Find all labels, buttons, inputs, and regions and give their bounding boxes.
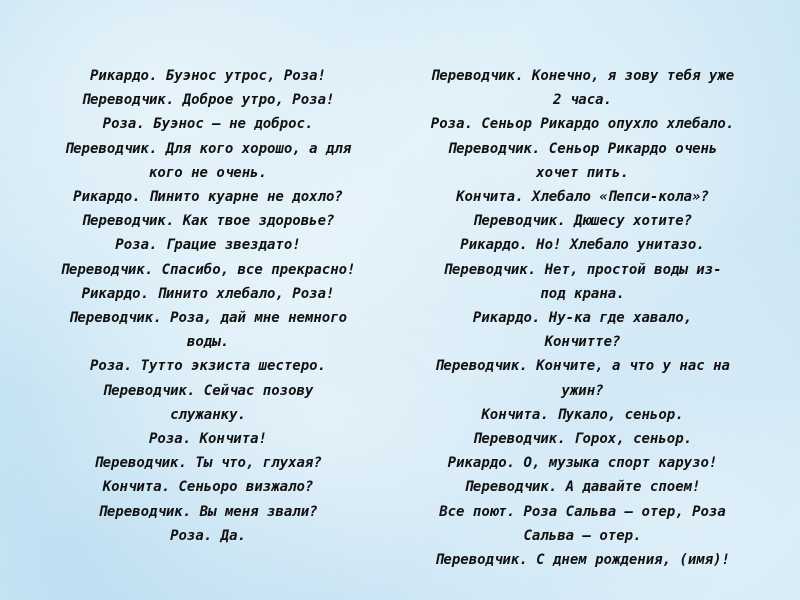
text-line: Рикардо. Ну-ка где хавало, — [472, 310, 693, 327]
text-line: Переводчик. С днем рождения, (имя)! — [434, 552, 730, 569]
text-line: ужин? — [561, 382, 604, 399]
text-line: Переводчик. Как твое здоровье? — [81, 213, 335, 230]
text-line: Кончитте? — [544, 334, 621, 351]
text-line: Рикардо. О, музыка спорт карузо! — [447, 455, 718, 472]
text-line: под крана. — [540, 285, 625, 302]
text-line: хочет пить. — [536, 164, 629, 181]
text-line: Кончита. Хлебало «Пепси-кола»? — [456, 189, 709, 206]
text-line: Кончита. Сеньоро визжало? — [102, 479, 314, 496]
text-line: 2 часа. — [552, 92, 612, 109]
text-line: Переводчик. Дюшесу хотите? — [472, 213, 693, 230]
text-line: Переводчик. Конечно, я зову тебя уже — [430, 68, 735, 84]
text-line: Рикардо. Пинито хлебало, Роза! — [81, 285, 335, 302]
text-line: Переводчик. Вы меня звали? — [98, 503, 318, 520]
text-line: Переводчик. Сейчас позову — [102, 382, 314, 399]
text-line: Сальва – отер. — [523, 527, 642, 544]
text-line: Переводчик. Роза, дай мне немного — [68, 310, 348, 327]
text-line: Все поют. Роза Сальва – отер, Роза — [439, 503, 726, 520]
text-line: Переводчик. Кончите, а что у нас на — [434, 358, 730, 375]
text-line: Кончита. Пукало, сеньор. — [481, 406, 684, 423]
text-line: служанку. — [170, 406, 246, 423]
text-line: воды. — [186, 334, 230, 351]
text-line: Рикардо. Пинито куарне не дохло? — [73, 189, 343, 206]
text-line: Роза. Грацие звездато! — [115, 237, 301, 254]
text-line: Рикардо. Но! Хлебало унитазо. — [460, 237, 705, 254]
left-text-column — [38, 64, 378, 548]
text-line: кого не очень. — [148, 164, 267, 181]
text-line: Переводчик. Ты что, глухая? — [94, 455, 322, 472]
text-line: Переводчик. А давайте споем! — [464, 479, 701, 496]
text-line: Роза. Да. — [170, 527, 246, 544]
text-line: Переводчик. Сеньор Рикардо очень — [447, 140, 718, 157]
text-line: Переводчик. Для кого хорошо, а для — [64, 140, 352, 157]
right-text-column — [410, 64, 755, 572]
text-line: Переводчик. Нет, простой воды из- — [443, 261, 722, 278]
text-line: Переводчик. Доброе утро, Роза! — [81, 92, 335, 109]
text-line: Переводчик. Спасибо, все прекрасно! — [60, 261, 356, 278]
text-line: Роза. Буэнос – не доброс. — [102, 116, 314, 133]
text-line: Роза. Тутто экзиста шестеро. — [89, 358, 326, 375]
text-line: Роза. Сеньор Рикардо опухло хлебало. — [430, 116, 735, 133]
text-line: Рикардо. Буэнос утрос, Роза! — [89, 68, 326, 84]
text-line: Переводчик. Горох, сеньор. — [472, 431, 693, 448]
text-line: Роза. Кончита! — [148, 431, 267, 448]
